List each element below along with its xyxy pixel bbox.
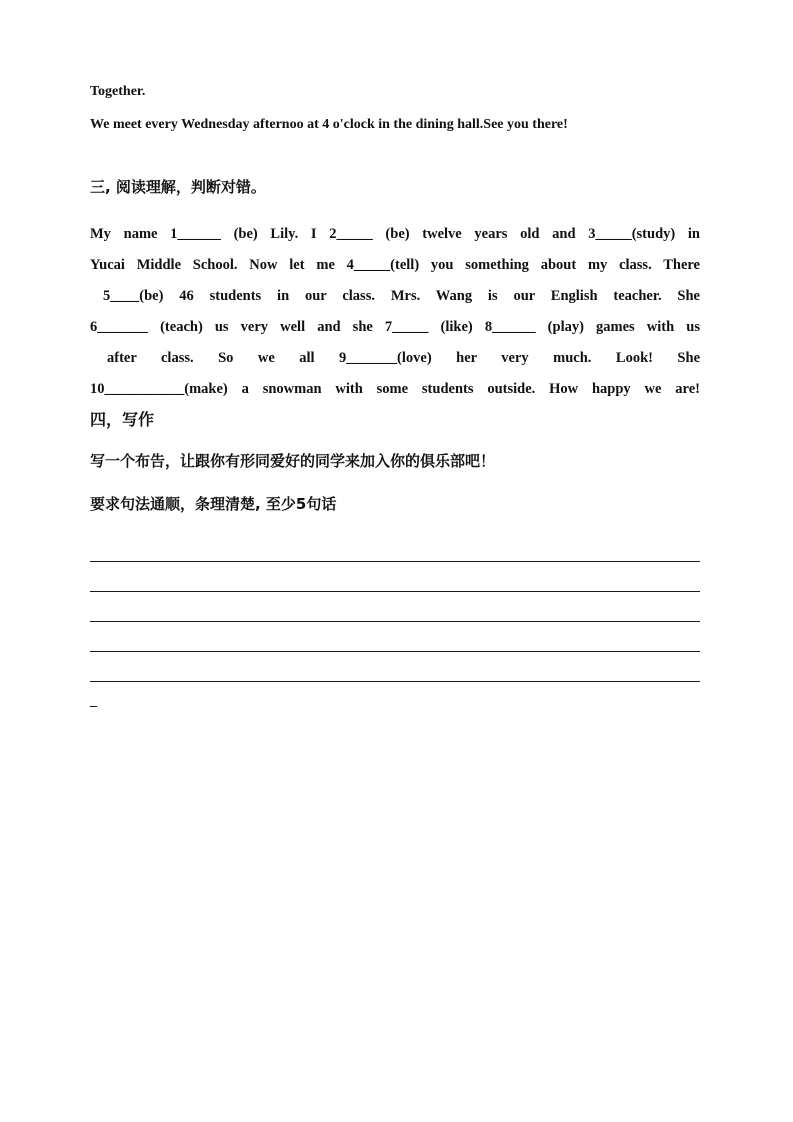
writing-area: [90, 532, 700, 682]
cloze-paragraph: [90, 219, 700, 405]
cloze-line-6: 10___________(make) a snowman with some students outside. How happy we are!: [90, 381, 700, 397]
section-3-heading: 三, 阅读理解，判断对错。: [90, 178, 266, 196]
writing-line-3: [90, 592, 700, 622]
cloze-line-2: Yucai Middle School. Now let me 4_____(tell) you something about my class. There: [90, 257, 700, 273]
together-text: Together.: [90, 84, 146, 99]
writing-line-4: [90, 622, 700, 652]
writing-requirement: 要求句法通顺，条理清楚, 至少5句话: [90, 495, 337, 513]
cloze-line-4: 6_______ (teach) us very well and she 7_____ (like) 8______ (play) games with us: [90, 319, 700, 335]
writing-line-1: [90, 532, 700, 562]
writing-line-5: [90, 652, 700, 682]
writing-line-2: [90, 562, 700, 592]
cloze-line-5: after class. So we all 9_______(love) her very much. Look! She: [107, 350, 700, 366]
cloze-line-3: 5____(be) 46 students in our class. Mrs. Wang is our English teacher. She: [103, 288, 700, 304]
meeting-info-text: We meet every Wednesday afternoo at 4 o'clock in the dining hall.See you there!: [90, 117, 568, 132]
section-4-heading: 四，写作: [90, 410, 155, 429]
trailing-underscore: _: [90, 694, 97, 709]
writing-prompt: 写一个布告，让跟你有形同爱好的同学来加入你的俱乐部吧！: [90, 452, 496, 470]
cloze-line-1: My name 1______ (be) Lily. I 2_____ (be) twelve years old and 3_____(study) in: [90, 226, 700, 242]
